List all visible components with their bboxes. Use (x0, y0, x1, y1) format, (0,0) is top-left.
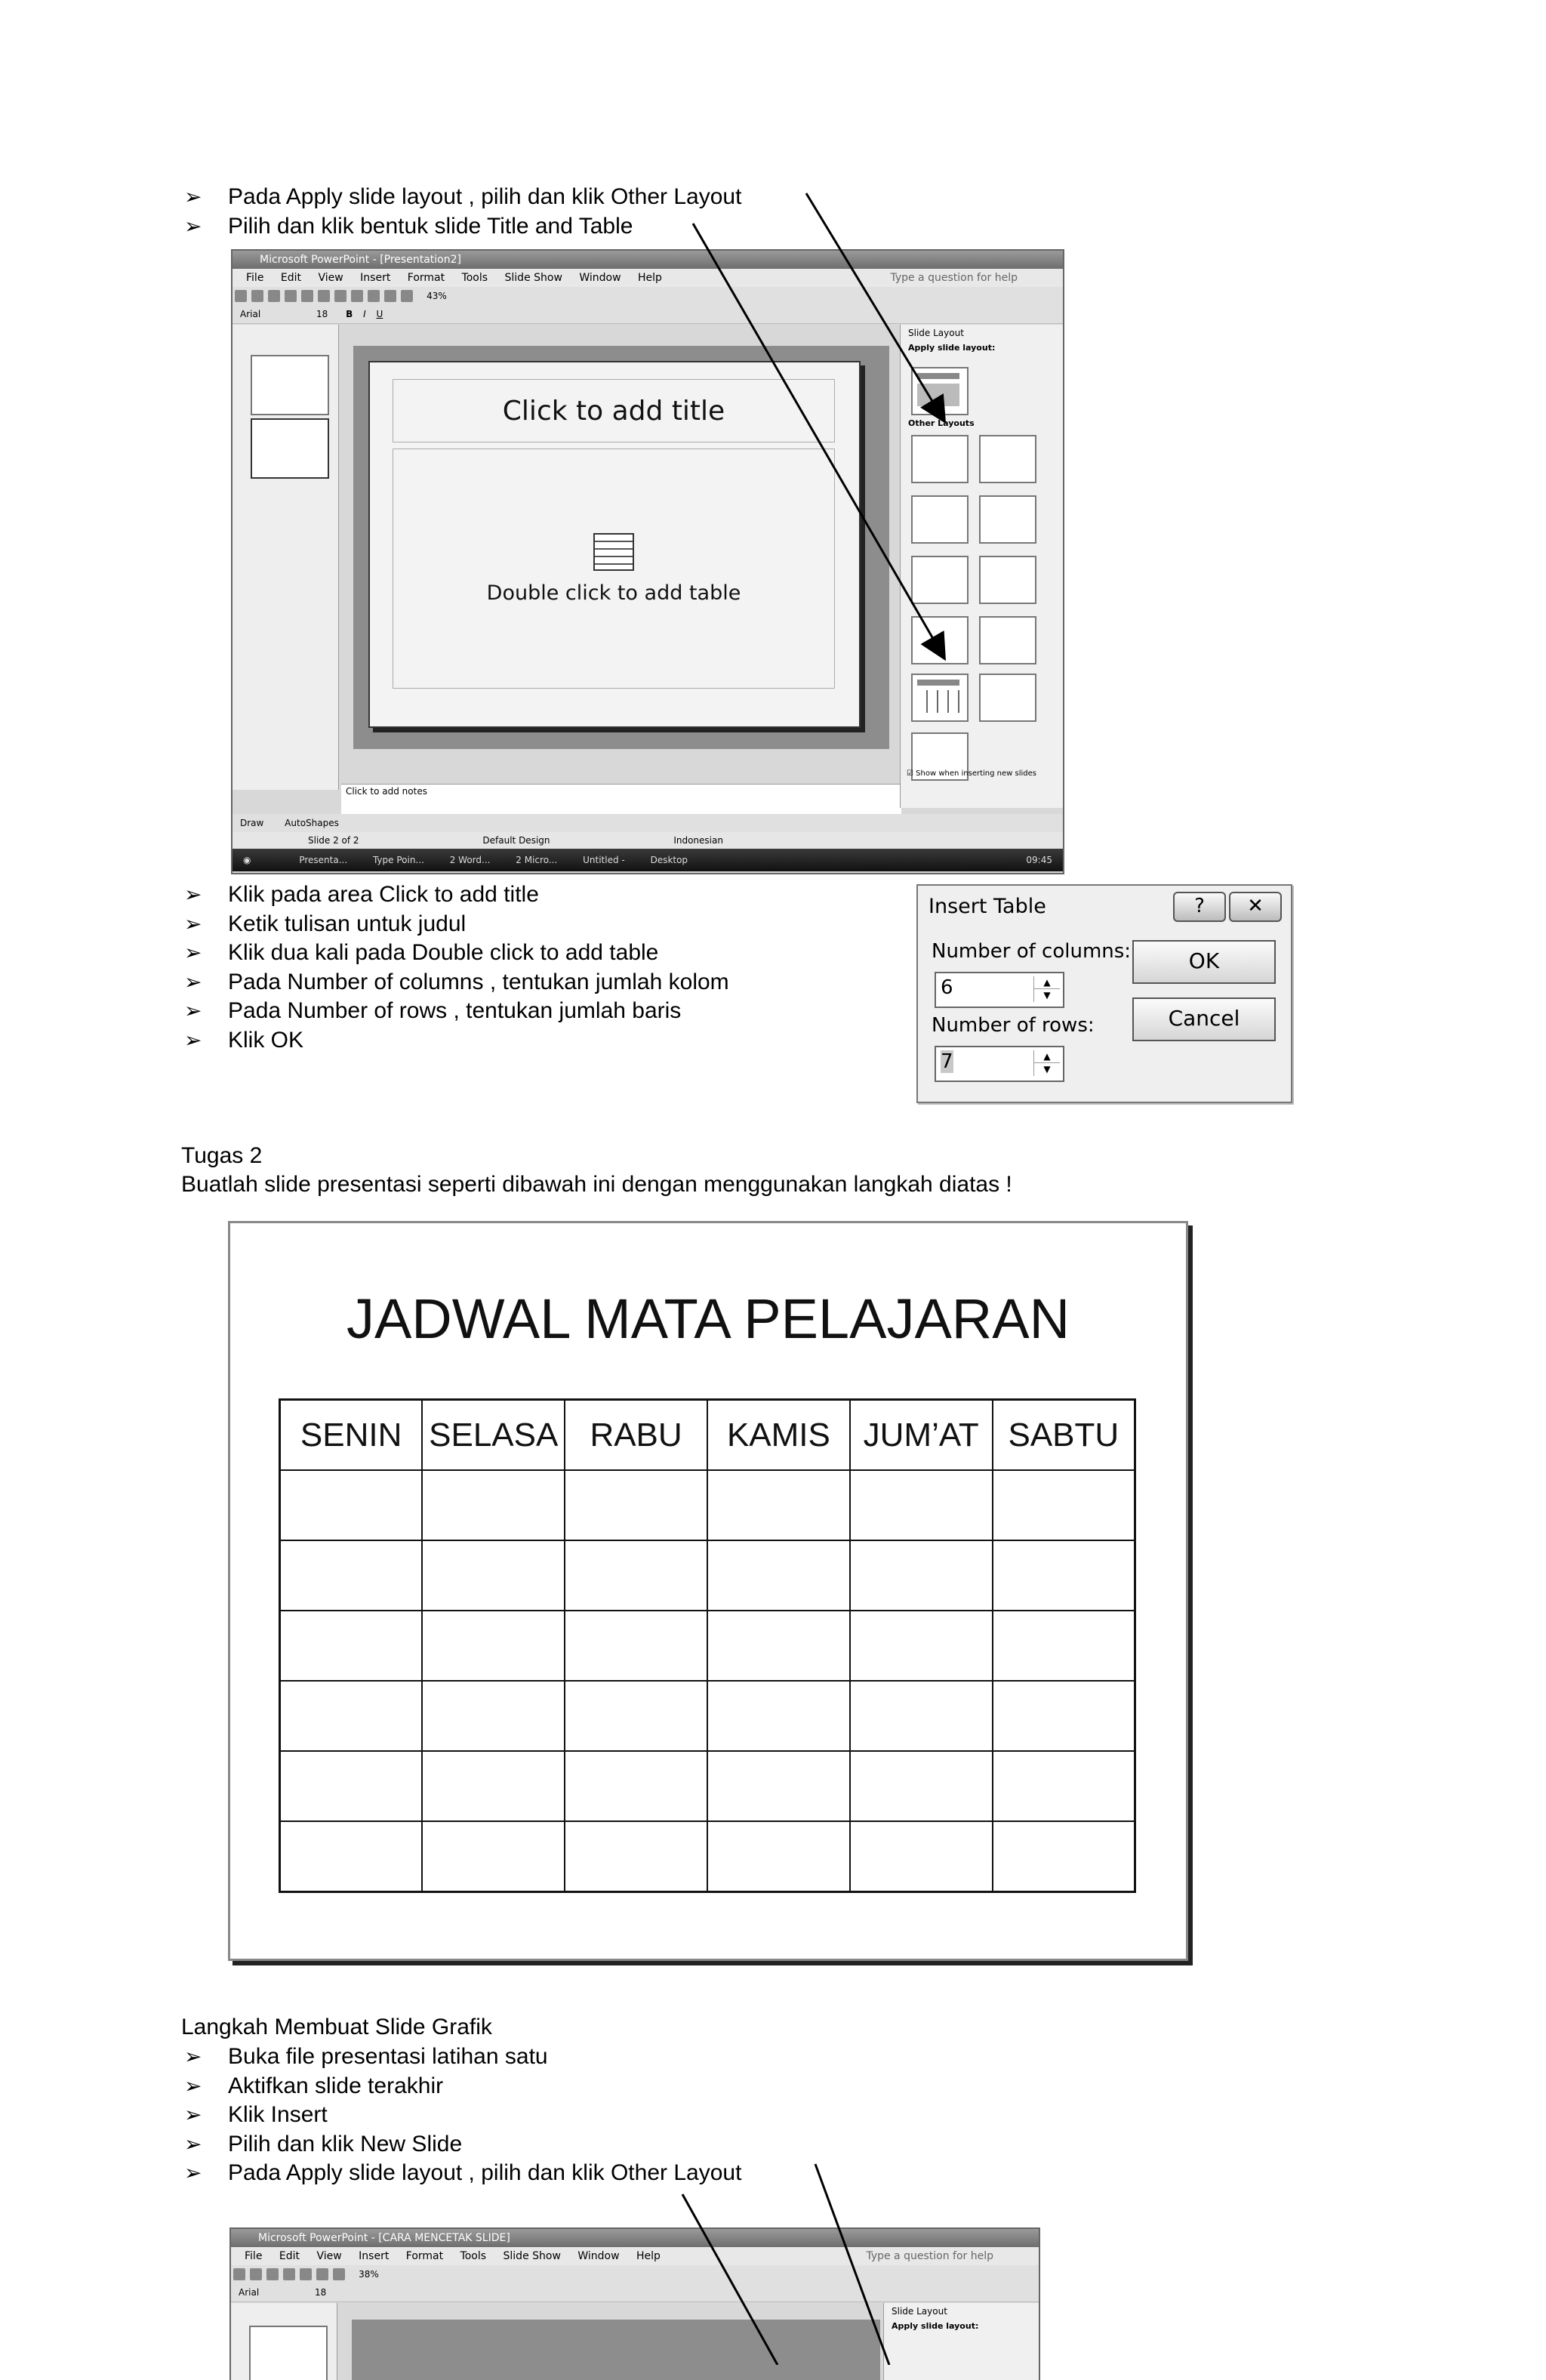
start-button[interactable]: ◉ (243, 855, 251, 865)
list-item: ➢ Aktifkan slide terakhir (228, 2072, 741, 2101)
bullet-arrow-icon: ➢ (184, 2132, 202, 2156)
menu-item-window[interactable]: Window (577, 2250, 620, 2262)
rows-value: 7 (941, 1050, 953, 1073)
taskbar-item[interactable]: Untitled - (583, 855, 625, 865)
list-item: ➢ Pilih dan klik bentuk slide Title and Table (228, 212, 741, 242)
zoom-box[interactable]: 43% (427, 291, 447, 301)
font-size-box[interactable]: 18 (315, 2287, 327, 2298)
zoom-box[interactable]: 38% (359, 2269, 379, 2280)
table-placeholder[interactable]: Double click to add table (393, 449, 835, 689)
bullet-arrow-icon: ➢ (184, 185, 202, 208)
underline-button[interactable]: U (376, 309, 383, 319)
bullet-arrow-icon: ➢ (184, 911, 202, 936)
draw-menu[interactable]: Draw (240, 818, 264, 828)
list-item: ➢ Pilih dan klik New Slide (228, 2130, 741, 2160)
menu-item-help[interactable]: Help (636, 2250, 661, 2262)
tugas-heading: Tugas 2 (181, 1143, 263, 1168)
menu-item-insert[interactable]: Insert (359, 2250, 390, 2262)
close-icon[interactable]: ✕ (1229, 892, 1282, 922)
section3-heading: Langkah Membuat Slide Grafik (181, 2015, 492, 2039)
menu-item-format[interactable]: Format (407, 272, 445, 284)
menu-item-tools[interactable]: Tools (461, 272, 488, 284)
taskbar-item[interactable]: 2 Word... (449, 855, 491, 865)
list-item: ➢ Klik dua kali pada Double click to add table (228, 939, 729, 968)
menu-item-edit[interactable]: Edit (280, 272, 302, 284)
cancel-button[interactable]: Cancel (1132, 997, 1276, 1041)
menu-item-slideshow[interactable]: Slide Show (503, 2250, 561, 2262)
dialog-title: Insert Table (929, 895, 1046, 918)
pointer-line (682, 2194, 778, 2365)
column-header: KAMIS (707, 1400, 850, 1471)
bullet-arrow-icon: ➢ (184, 1028, 202, 1052)
notes-pane[interactable]: Click to add notes (341, 784, 901, 818)
italic-button[interactable]: I (363, 309, 366, 319)
show-when-inserting-checkbox[interactable]: ☑ Show when inserting new slides (907, 769, 1036, 778)
autoshapes-menu[interactable]: AutoShapes (285, 818, 339, 828)
columns-label: Number of columns: (932, 940, 1132, 963)
bold-button[interactable]: B (346, 309, 353, 319)
list-item: ➢ Klik Insert (228, 2101, 741, 2130)
bullet-arrow-icon: ➢ (184, 999, 202, 1023)
menu-item-slideshow[interactable]: Slide Show (504, 272, 562, 284)
bullet-arrow-icon: ➢ (184, 2073, 202, 2098)
pointer-line (693, 224, 944, 657)
taskbar-item[interactable]: Type Poin... (372, 855, 424, 865)
bullet-arrow-icon: ➢ (184, 941, 202, 965)
column-header: JUM’AT (850, 1400, 993, 1471)
font-name-box[interactable]: Arial (240, 309, 261, 319)
font-name-box[interactable]: Arial (239, 2287, 260, 2298)
taskbar-item[interactable]: 2 Micro... (516, 855, 558, 865)
menu-item-file[interactable]: File (245, 2250, 263, 2262)
window-title-bar: Microsoft PowerPoint - [CARA MENCETAK SLIDE] (231, 2229, 1039, 2247)
bullet-arrow-icon: ➢ (184, 970, 202, 994)
status-slide-number: Slide 2 of 2 (308, 835, 359, 846)
list-item: ➢ Ketik tulisan untuk judul (228, 910, 729, 939)
list-item: ➢ Pada Number of rows , tentukan jumlah baris (228, 997, 729, 1026)
bullet-arrow-icon: ➢ (184, 883, 202, 906)
window-title-bar: Microsoft PowerPoint - [Presentation2] (233, 251, 1063, 269)
list-item: ➢ Pada Apply slide layout , pilih dan klik Other Layout (228, 183, 741, 212)
tugas-instruction: Buatlah slide presentasi seperti dibawah ini dengan menggunakan langkah diatas ! (181, 1172, 1012, 1197)
menu-item-edit[interactable]: Edit (279, 2250, 300, 2262)
system-clock: 09:45 (1026, 855, 1052, 865)
column-header: SABTU (993, 1400, 1135, 1471)
pointer-line (806, 193, 944, 420)
bullet-arrow-icon: ➢ (184, 214, 202, 238)
taskbar-item[interactable]: Presenta... (299, 855, 348, 865)
slide-title: JADWAL MATA PELAJARAN (346, 1287, 1070, 1350)
spin-arrows-icon[interactable]: ▲ ▼ (1033, 976, 1060, 1002)
menu-item-window[interactable]: Window (579, 272, 621, 284)
pointer-line (815, 2164, 889, 2365)
bullet-arrow-icon: ➢ (184, 2103, 202, 2127)
list-item: ➢ Pada Number of columns , tentukan jumlah kolom (228, 968, 729, 997)
menu-item-help[interactable]: Help (638, 272, 662, 284)
status-design: Default Design (482, 835, 550, 846)
column-header: SELASA (422, 1400, 565, 1471)
spin-arrows-icon[interactable]: ▲ ▼ (1033, 1050, 1060, 1076)
font-size-box[interactable]: 18 (316, 309, 328, 319)
help-button[interactable]: ? (1173, 892, 1226, 922)
task-pane-title: Slide Layout (892, 2306, 947, 2317)
help-search-box[interactable]: Type a question for help (866, 2250, 993, 2262)
menu-item-format[interactable]: Format (405, 2250, 444, 2262)
menu-item-insert[interactable]: Insert (360, 272, 391, 284)
help-search-box[interactable]: Type a question for help (890, 272, 1018, 284)
column-header: RABU (565, 1400, 707, 1471)
columns-value: 6 (941, 976, 953, 999)
list-item: ➢ Klik pada area Click to add title (228, 880, 729, 910)
rows-label: Number of rows: (932, 1014, 1095, 1037)
bullet-arrow-icon: ➢ (184, 2161, 202, 2185)
menu-item-file[interactable]: File (246, 272, 264, 284)
ok-button[interactable]: OK (1132, 940, 1276, 984)
task-pane-title: Slide Layout (908, 328, 964, 338)
title-placeholder[interactable]: Click to add title (393, 379, 835, 442)
menu-item-view[interactable]: View (318, 272, 343, 284)
menu-item-tools[interactable]: Tools (460, 2250, 487, 2262)
apply-layout-label: Apply slide layout: (908, 343, 996, 353)
list-item: ➢ Buka file presentasi latihan satu (228, 2042, 741, 2072)
list-item: ➢ Klik OK (228, 1026, 729, 1056)
taskbar-item[interactable]: Desktop (650, 855, 688, 865)
other-layouts-label: Other Layouts (908, 418, 975, 428)
list-item: ➢ Pada Apply slide layout , pilih dan klik Other Layout (228, 2159, 741, 2188)
column-header: SENIN (280, 1400, 423, 1471)
status-language: Indonesian (673, 835, 723, 846)
bullet-arrow-icon: ➢ (184, 2045, 202, 2068)
menu-item-view[interactable]: View (316, 2250, 342, 2262)
apply-layout-label: Apply slide layout: (892, 2321, 979, 2331)
